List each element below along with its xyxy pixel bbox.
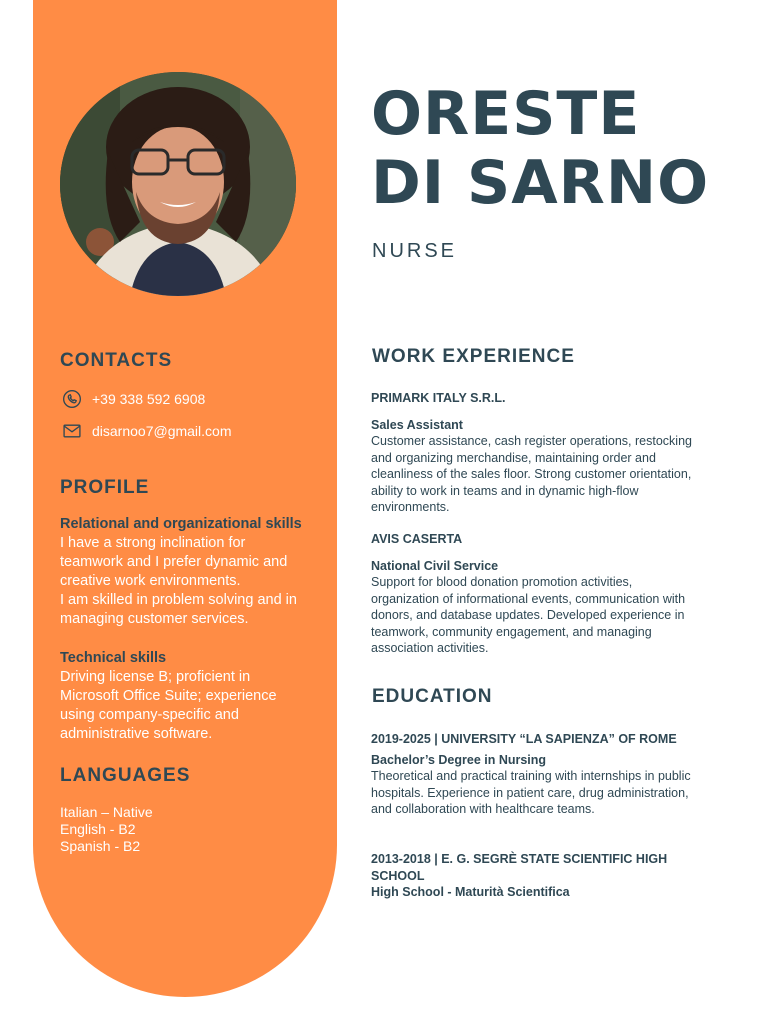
phone-icon xyxy=(62,389,82,409)
work-experience-heading: WORK EXPERIENCE xyxy=(372,346,575,367)
email-address: disarnoo7@gmail.com xyxy=(92,423,232,439)
education-heading: EDUCATION xyxy=(372,686,493,707)
person-name xyxy=(371,80,709,218)
name-line-1: ORESTE xyxy=(371,79,641,149)
job-role: National Civil Service xyxy=(371,558,499,573)
education-heading-line: 2013-2018 | E. G. SEGRÈ STATE SCIENTIFIC HIGH SCHOOL xyxy=(371,852,668,883)
employer-name: PRIMARK ITALY S.R.L. xyxy=(371,391,506,405)
contact-phone[interactable] xyxy=(62,389,205,409)
profile-heading: PROFILE xyxy=(60,477,150,498)
education-item-high-school xyxy=(371,851,701,901)
profile-technical xyxy=(60,649,310,744)
language-item: English - B2 xyxy=(60,821,136,837)
languages-list xyxy=(60,804,153,855)
mail-icon xyxy=(62,421,82,441)
degree-name: Bachelor’s Degree in Nursing xyxy=(371,752,547,767)
degree-name: High School - Maturità Scientifica xyxy=(371,885,570,899)
language-item: Italian – Native xyxy=(60,804,153,820)
education-description: Theoretical and practical training with internships in public hospitals. Experience in patient care, drug administration, and collaboration with healthcare teams. xyxy=(371,769,691,816)
work-item-primark xyxy=(371,390,701,516)
profile-text: I have a strong inclination for teamwork and I prefer dynamic and creative work environments. xyxy=(60,535,288,589)
job-description: Support for blood donation promotion activities, organization of informational events, communication with donors, and database updates. Developed experience in teamwork, community engagement, and managing association activities. xyxy=(371,575,686,655)
contacts-heading: CONTACTS xyxy=(60,350,173,371)
profile-relational xyxy=(60,515,310,629)
profile-photo xyxy=(60,72,296,296)
work-item-avis xyxy=(371,531,701,657)
profile-subtitle: Relational and organizational skills xyxy=(60,516,302,532)
language-item: Spanish - B2 xyxy=(60,838,141,854)
name-line-2: DI SARNO xyxy=(371,148,710,218)
job-role: Sales Assistant xyxy=(371,417,463,432)
education-item-university xyxy=(371,731,701,818)
job-title: NURSE xyxy=(372,240,458,262)
employer-name: AVIS CASERTA xyxy=(371,532,463,546)
profile-subtitle: Technical skills xyxy=(60,650,167,666)
education-heading-line: 2019-2025 | UNIVERSITY “LA SAPIENZA” OF ROME xyxy=(371,732,677,746)
contact-email[interactable] xyxy=(62,421,232,441)
profile-text: Driving license B; proficient in Microsoft Office Suite; experience using company-specific and administrative software. xyxy=(60,669,277,742)
languages-heading: LANGUAGES xyxy=(60,765,191,786)
profile-text: I am skilled in problem solving and in managing customer services. xyxy=(60,592,297,627)
job-description: Customer assistance, cash register operations, restocking and organizing merchandise, maintaining order and cleanliness of the sales floor. Strong customer orientation, ability to work in teams and in dynamic high-flow environments. xyxy=(371,434,692,514)
phone-number: +39 338 592 6908 xyxy=(92,391,206,407)
